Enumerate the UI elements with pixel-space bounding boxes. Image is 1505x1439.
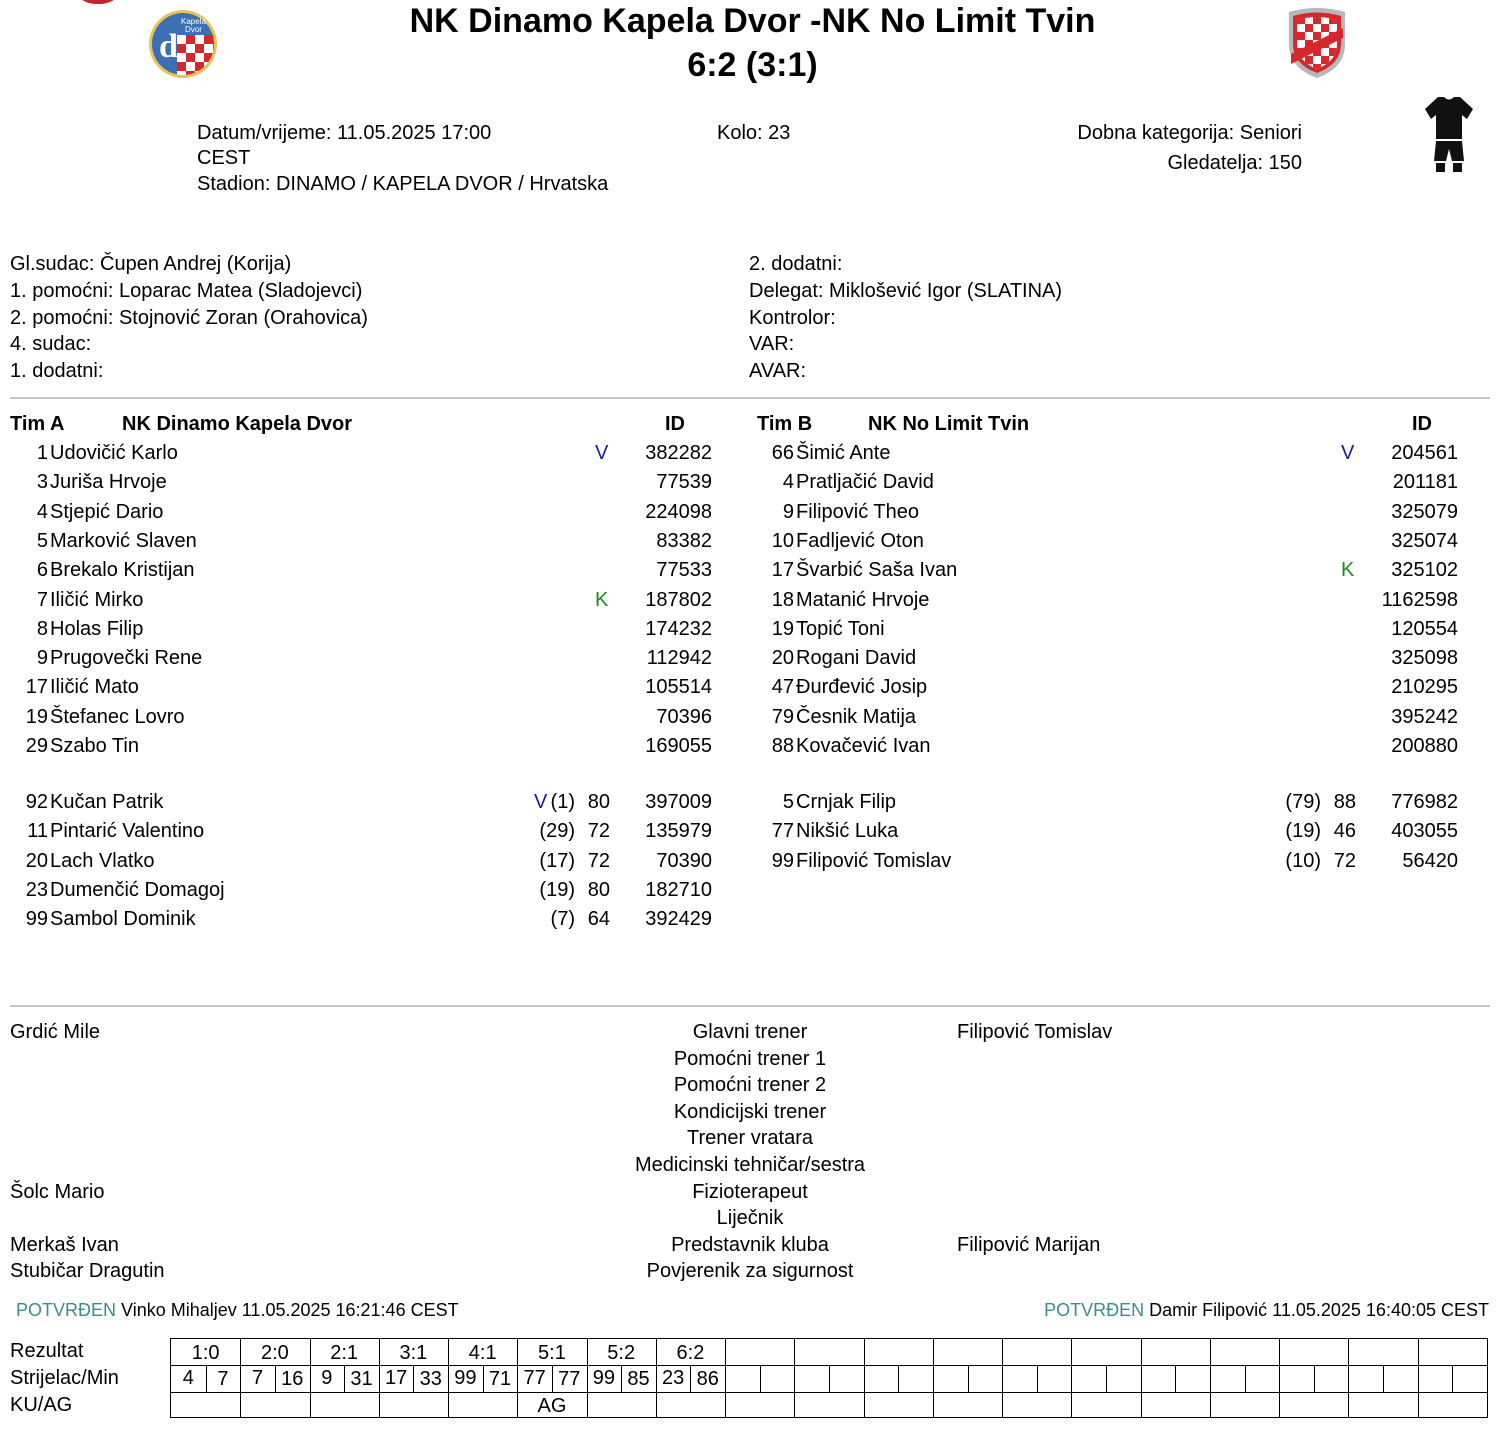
match-datetime: Datum/vrijeme: 11.05.2025 17:00 — [197, 122, 492, 144]
age-category: Dobna kategorija: Seniori — [1077, 122, 1302, 144]
official-entry: Kontrolor: — [749, 306, 836, 329]
team-a-label: Tim A — [10, 413, 65, 435]
match-stadium: Stadion: DINAMO / KAPELA DVOR / Hrvatska — [197, 173, 609, 195]
sub-replaced: (1) — [550, 791, 575, 813]
player-number: 5 — [36, 529, 48, 552]
player-id: 187802 — [645, 588, 712, 611]
match-score: 6:2 (3:1) — [687, 46, 818, 84]
official-entry: 2. pomoćni: Stojnović Zoran (Orahovica) — [10, 306, 368, 329]
kit-icon — [1424, 95, 1474, 173]
player-number: 29 — [25, 735, 48, 757]
player-name: Udovičić Karlo — [50, 442, 178, 464]
staff-team-b: Filipović Marijan — [957, 1233, 1101, 1256]
sub-number: 20 — [25, 849, 48, 872]
player-number: 4 — [782, 471, 794, 494]
player-id: 120554 — [1391, 617, 1458, 640]
sub-number: 77 — [771, 820, 794, 843]
player-id: 201181 — [1392, 471, 1458, 494]
staff-team-a: Grdić Mile — [10, 1021, 101, 1043]
staff-team-a: Merkaš Ivan — [10, 1233, 119, 1256]
player-name: Rogani David — [796, 647, 917, 670]
goal-score: 2:0 — [260, 1342, 289, 1364]
goal-scorer: 23 — [662, 1367, 685, 1389]
player-id: 325102 — [1391, 559, 1458, 582]
goal-scorer: 7 — [252, 1367, 264, 1389]
grid-line — [725, 1339, 726, 1417]
divider — [10, 397, 1490, 399]
grid-line — [1141, 1339, 1142, 1417]
grid-line — [171, 1392, 1487, 1393]
official-entry: 4. sudac: — [10, 333, 92, 356]
goal-scorer: 99 — [454, 1367, 477, 1389]
grid-line — [794, 1339, 795, 1417]
player-number: 6 — [36, 559, 48, 582]
sub-id: 403055 — [1391, 820, 1458, 843]
player-id: 105514 — [645, 676, 712, 699]
team-b-id-header: ID — [1412, 413, 1432, 435]
official-entry: 1. pomoćni: Loparac Matea (Sladojevci) — [10, 279, 363, 302]
sub-id: 135979 — [645, 820, 712, 843]
official-entry: Delegat: Miklošević Igor (SLATINA) — [749, 279, 1063, 302]
goal-scorer: 9 — [321, 1367, 333, 1389]
player-number: 88 — [771, 735, 794, 757]
confirm-right-status: POTVRĐEN — [1044, 1300, 1145, 1320]
captain-marker: K — [595, 588, 609, 611]
sub-id: 776982 — [1391, 791, 1458, 813]
goal-score: 1:0 — [191, 1342, 220, 1364]
sub-minute: 72 — [587, 849, 610, 872]
svg-text:Kapela: Kapela — [181, 17, 206, 26]
goal-minute: 31 — [350, 1368, 373, 1390]
goal-minute: 77 — [558, 1368, 581, 1390]
staff-role: Pomoćni trener 1 — [673, 1047, 827, 1070]
player-name: Pratljačić David — [796, 471, 934, 494]
staff-team-a: Stubičar Dragutin — [10, 1260, 165, 1283]
match-title: NK Dinamo Kapela Dvor -NK No Limit Tvin — [409, 2, 1096, 40]
grid-line — [1418, 1339, 1419, 1417]
goal-score: 5:1 — [538, 1342, 566, 1364]
grid-line — [864, 1339, 865, 1417]
goal-ku: AG — [537, 1395, 567, 1417]
player-name: Švarbić Saša Ivan — [796, 559, 958, 582]
player-name: Iličić Mato — [50, 676, 139, 699]
player-id: 169055 — [645, 735, 712, 757]
player-number: 8 — [36, 617, 48, 640]
grid-line — [898, 1365, 899, 1392]
goal-scorer: 4 — [182, 1367, 194, 1389]
confirm-left — [16, 1300, 459, 1321]
team-b-name: NK No Limit Tvin — [868, 413, 1030, 435]
sub-number: 99 — [25, 908, 48, 931]
sub-replaced: (19) — [539, 878, 575, 901]
goal-minute: 7 — [217, 1368, 229, 1390]
sub-name: Sambol Dominik — [50, 908, 196, 931]
grid-line — [1175, 1365, 1176, 1392]
player-name: Česnik Matija — [796, 705, 917, 728]
sub-name: Dumenčić Domagoj — [50, 878, 225, 901]
player-name: Marković Slaven — [50, 529, 197, 552]
svg-text:d: d — [159, 28, 178, 65]
sub-minute: 72 — [587, 820, 610, 843]
goal-score: 5:2 — [607, 1342, 636, 1364]
svg-text:Dvor: Dvor — [185, 25, 202, 34]
grid-line — [1348, 1339, 1349, 1417]
player-number: 19 — [771, 617, 794, 640]
sub-number: 99 — [771, 849, 794, 872]
player-id: 325074 — [1391, 529, 1458, 552]
staff-role: Liječnik — [716, 1207, 784, 1230]
goalkeeper-marker: V — [1341, 442, 1355, 464]
player-id: 210295 — [1391, 676, 1458, 699]
player-name: Matanić Hrvoje — [796, 588, 930, 611]
goals-label-ku: KU/AG — [10, 1394, 73, 1416]
player-id: 200880 — [1391, 735, 1458, 757]
player-number: 66 — [771, 442, 794, 464]
goalkeeper-marker: V — [595, 442, 609, 464]
player-id: 70396 — [656, 705, 712, 728]
goal-score: 6:2 — [676, 1342, 705, 1364]
player-name: Szabo Tin — [50, 735, 139, 757]
staff-team-a: Šolc Mario — [10, 1180, 105, 1203]
staff-role: Medicinski tehničar/sestra — [634, 1154, 866, 1176]
captain-marker: K — [1341, 559, 1355, 582]
goals-label-scorer: Strijelac/Min — [10, 1367, 119, 1389]
goal-minute: 33 — [419, 1368, 442, 1390]
sub-number: 11 — [27, 820, 48, 843]
sub-name: Lach Vlatko — [50, 849, 155, 872]
grid-line — [1106, 1365, 1107, 1392]
player-name: Holas Filip — [50, 617, 144, 640]
sub-minute: 72 — [1333, 849, 1356, 872]
grid-line — [1210, 1339, 1211, 1417]
staff-role: Povjerenik za sigurnost — [646, 1260, 854, 1283]
goal-minute: 86 — [696, 1368, 719, 1390]
player-name: Juriša Hrvoje — [50, 471, 167, 494]
player-name: Prugovečki Rene — [50, 647, 203, 670]
goal-score: 4:1 — [468, 1342, 497, 1364]
staff-role: Predstavnik kluba — [671, 1233, 829, 1256]
player-name: Štefanec Lovro — [50, 705, 185, 728]
staff-role: Kondicijski trener — [673, 1100, 827, 1123]
player-id: 325098 — [1391, 647, 1458, 670]
grid-line — [829, 1365, 830, 1392]
player-id: 204561 — [1391, 442, 1458, 464]
goal-score: 2:1 — [330, 1342, 359, 1364]
player-id: 112942 — [646, 647, 712, 670]
grid-line — [1002, 1339, 1003, 1417]
sub-name: Kučan Patrik — [50, 791, 164, 813]
player-name: Fadljević Oton — [796, 529, 924, 552]
player-number: 19 — [25, 705, 48, 728]
team-a-name: NK Dinamo Kapela Dvor — [122, 413, 353, 435]
player-id: 382282 — [645, 442, 712, 464]
player-number: 3 — [36, 471, 48, 494]
grid-line — [1245, 1365, 1246, 1392]
goal-scorer: 77 — [523, 1367, 546, 1389]
sub-replaced: (7) — [550, 908, 575, 931]
confirm-right — [1044, 1300, 1489, 1321]
grid-line — [933, 1339, 934, 1417]
player-id: 395242 — [1391, 705, 1458, 728]
sub-number: 5 — [782, 791, 794, 813]
sub-name: Filipović Tomislav — [796, 849, 952, 872]
player-name: Đurđević Josip — [796, 676, 928, 699]
grid-line — [968, 1365, 969, 1392]
player-number: 9 — [782, 500, 794, 523]
staff-role: Fizioterapeut — [692, 1180, 808, 1203]
grid-line — [760, 1365, 761, 1392]
team-b-label: Tim B — [757, 413, 813, 435]
player-number: 10 — [771, 529, 794, 552]
confirm-right-text: Damir Filipović 11.05.2025 16:40:05 CEST — [1149, 1300, 1489, 1320]
staff-role: Trener vratara — [687, 1127, 813, 1150]
player-id: 83382 — [656, 529, 712, 552]
goal-scorer: 99 — [592, 1367, 616, 1389]
attendance: Gledatelja: 150 — [1167, 152, 1302, 174]
player-id: 174232 — [645, 617, 712, 640]
grid-line — [1452, 1365, 1453, 1392]
confirm-left-status: POTVRĐEN — [16, 1300, 117, 1320]
divider — [10, 1005, 1490, 1007]
player-number: 47 — [771, 676, 794, 699]
sub-replaced: (79) — [1285, 791, 1321, 813]
player-number: 17 — [25, 676, 48, 699]
goal-minute: 16 — [281, 1368, 304, 1390]
player-id: 224098 — [645, 500, 712, 523]
goals-grid — [170, 1338, 1488, 1418]
official-entry: Gl.sudac: Čupen Andrej (Korija) — [10, 253, 292, 275]
grid-line — [1279, 1339, 1280, 1417]
confirm-left-text: Vinko Mihaljev 11.05.2025 16:21:46 CEST — [121, 1300, 459, 1320]
player-name: Topić Toni — [796, 617, 885, 640]
player-number: 1 — [36, 442, 48, 464]
goals-label-rezultat: Rezultat — [10, 1340, 84, 1362]
match-timezone: CEST — [197, 147, 251, 169]
player-number: 18 — [771, 588, 794, 611]
sub-name: Crnjak Filip — [796, 791, 897, 813]
player-number: 20 — [771, 647, 794, 670]
sub-replaced: (10) — [1285, 849, 1321, 872]
sub-id: 397009 — [645, 791, 712, 813]
sub-minute: 88 — [1333, 791, 1356, 813]
grid-line — [1071, 1339, 1072, 1417]
player-name: Iličić Mirko — [50, 588, 144, 611]
staff-role: Pomoćni trener 2 — [673, 1074, 827, 1097]
player-id: 77533 — [656, 559, 712, 582]
match-round: Kolo: 23 — [717, 122, 791, 144]
player-name: Filipović Theo — [796, 500, 920, 523]
goal-minute: 85 — [627, 1368, 650, 1390]
player-name: Stjepić Dario — [50, 500, 164, 523]
player-id: 325079 — [1391, 500, 1458, 523]
official-entry: 2. dodatni: — [749, 253, 843, 275]
player-id: 1162598 — [1381, 588, 1458, 611]
goalkeeper-marker: V — [534, 791, 548, 813]
sub-id: 56420 — [1402, 849, 1458, 872]
player-number: 7 — [36, 588, 48, 611]
staff-team-b: Filipović Tomislav — [957, 1021, 1113, 1043]
player-name: Brekalo Kristijan — [50, 559, 195, 582]
grid-line — [1314, 1365, 1315, 1392]
goal-score: 3:1 — [399, 1342, 428, 1364]
sub-number: 23 — [25, 878, 48, 901]
player-number: 4 — [36, 500, 48, 523]
team-a-id-header: ID — [665, 413, 685, 435]
staff-role: Glavni trener — [692, 1021, 808, 1043]
sub-id: 70390 — [656, 849, 712, 872]
sub-replaced: (29) — [539, 820, 575, 843]
player-number: 17 — [771, 559, 794, 582]
player-number: 9 — [36, 647, 48, 670]
player-id: 77539 — [656, 471, 712, 494]
sub-id: 182710 — [645, 878, 712, 901]
sub-replaced: (19) — [1285, 820, 1321, 843]
sub-minute: 80 — [587, 878, 610, 901]
sub-name: Pintarić Valentino — [50, 820, 205, 843]
player-number: 79 — [771, 705, 794, 728]
sub-replaced: (17) — [539, 849, 575, 872]
sub-id: 392429 — [645, 908, 712, 931]
sub-minute: 64 — [587, 908, 610, 931]
official-entry: AVAR: — [749, 360, 807, 383]
official-entry: VAR: — [749, 333, 795, 356]
official-entry: 1. dodatni: — [10, 360, 104, 383]
sub-number: 92 — [25, 791, 48, 813]
sub-minute: 46 — [1333, 820, 1356, 843]
sub-minute: 80 — [587, 791, 610, 813]
grid-line — [1383, 1365, 1384, 1392]
goal-minute: 71 — [488, 1368, 512, 1390]
grid-line — [1037, 1365, 1038, 1392]
player-name: Kovačević Ivan — [796, 735, 931, 757]
sub-name: Nikšić Luka — [796, 820, 899, 843]
player-name: Šimić Ante — [796, 442, 891, 464]
goal-scorer: 17 — [384, 1367, 408, 1389]
